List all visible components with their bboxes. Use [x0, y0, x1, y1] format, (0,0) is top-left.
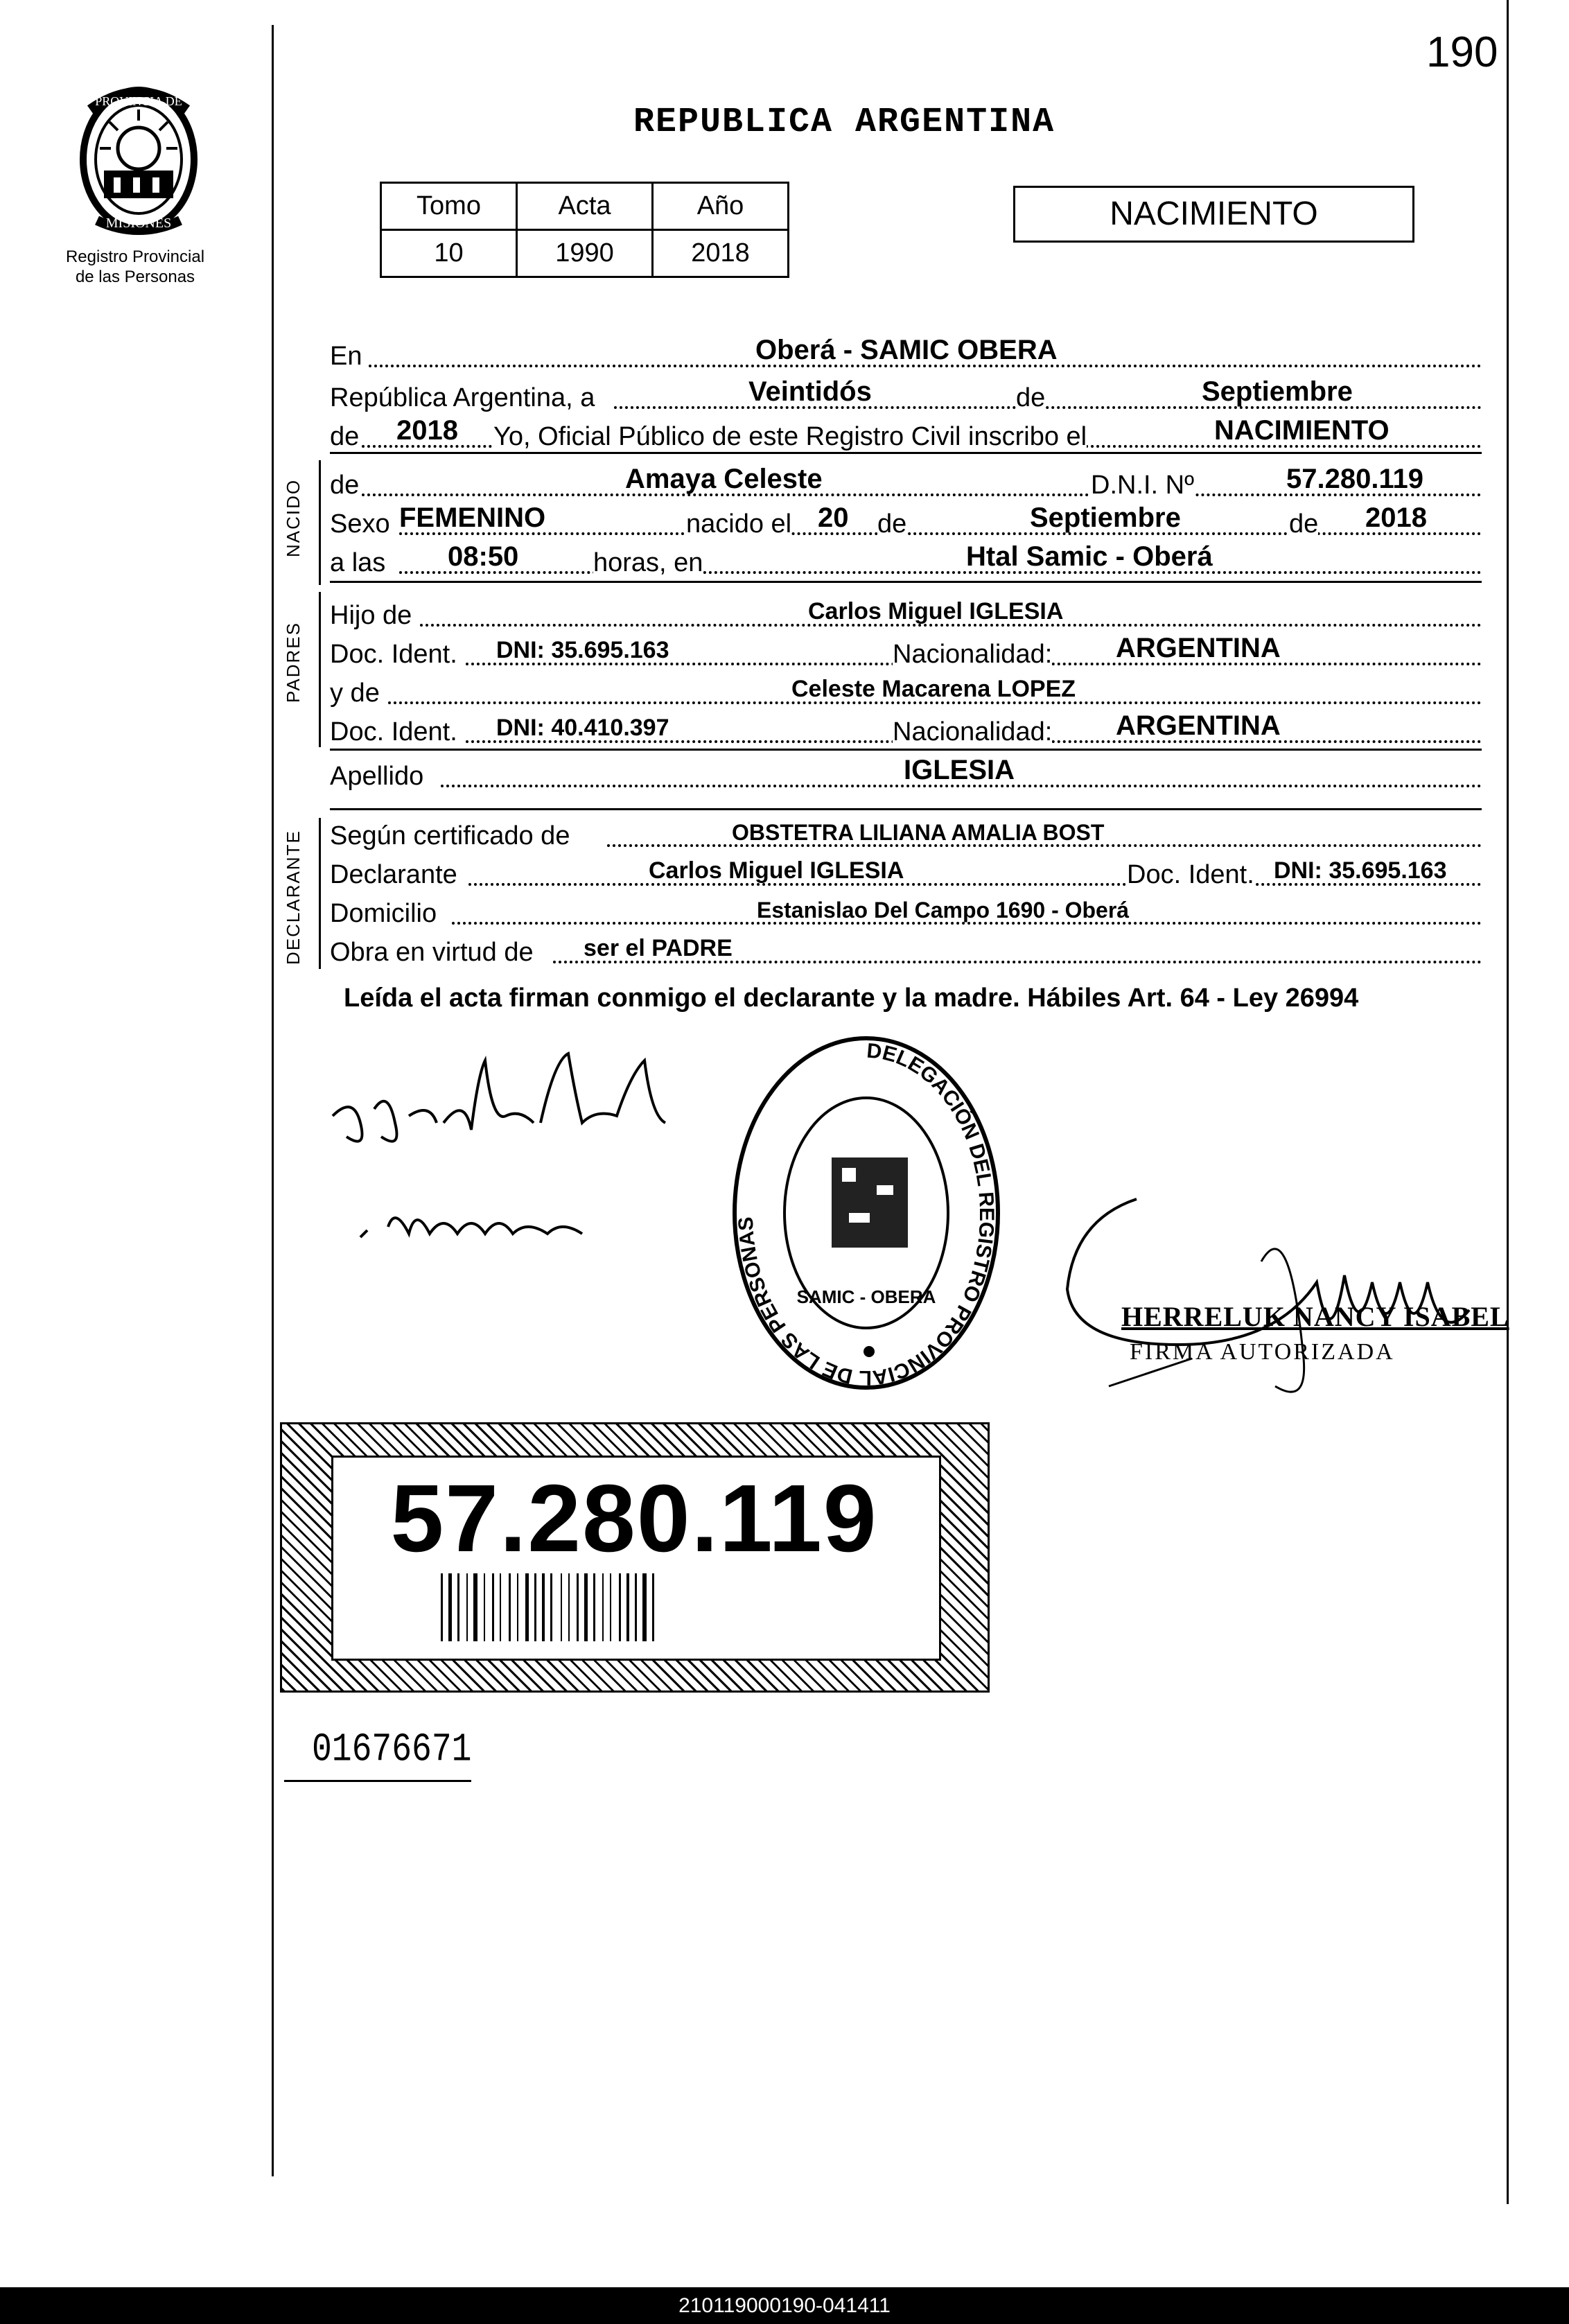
- y-de-label: y de: [330, 679, 380, 708]
- declarante-doc-label: Doc. Ident.: [1127, 860, 1254, 889]
- nacido-sexo: FEMENINO: [399, 503, 546, 533]
- row-nacido-hora: [330, 542, 1482, 581]
- parent-signature: [326, 1033, 686, 1268]
- nacido-de-label2: de: [877, 509, 907, 539]
- tomo-value: 10: [381, 230, 517, 277]
- row-nacido-sexo: [330, 503, 1482, 542]
- table-value-row: [381, 230, 789, 277]
- inscribo-value: NACIMIENTO: [1214, 415, 1390, 446]
- mes-value: Septiembre: [1202, 376, 1353, 407]
- row-declarante: [330, 854, 1482, 893]
- nacido-el-label: nacido el: [686, 509, 792, 539]
- republica-label: República Argentina, a: [330, 383, 595, 412]
- row-certificado: [330, 815, 1482, 854]
- official-oval-stamp: [714, 1019, 1026, 1407]
- closing-statement: Leída el acta firman conmigo el declarante y la madre. Hábiles Art. 64 - Ley 26994: [344, 984, 1359, 1013]
- en-value: Oberá - SAMIC OBERA: [755, 335, 1058, 365]
- logo-caption: [49, 247, 222, 287]
- nacido-de-label: de: [330, 471, 360, 500]
- page-number: 190: [1426, 28, 1498, 76]
- row-nacido-nombre: [330, 464, 1482, 503]
- authorized-signature-label: FIRMA AUTORIZADA: [1130, 1339, 1395, 1365]
- divider-declarante-top: [330, 808, 1482, 810]
- padres-bracket: [319, 592, 321, 747]
- apellido-value: IGLESIA: [904, 755, 1015, 785]
- seal-text-bottom: MISIONES: [105, 216, 172, 231]
- right-margin-rule: [1507, 0, 1509, 2204]
- barcode-icon: [441, 1573, 829, 1641]
- anio-value: 2018: [396, 415, 458, 446]
- row-y-de: [330, 672, 1482, 711]
- dni-label: D.N.I. Nº: [1091, 471, 1194, 500]
- row-en: [330, 335, 1482, 374]
- apellido-label: Apellido: [330, 762, 424, 791]
- declarante-section-label: DECLARANTE: [283, 830, 304, 965]
- dia-value: Veintidós: [748, 376, 872, 407]
- padre-nac-label: Nacionalidad:: [893, 640, 1053, 669]
- acta-header: Acta: [517, 183, 653, 230]
- serial-underline: [284, 1780, 471, 1782]
- padres-section-label: PADRES: [283, 622, 304, 703]
- certificado-value: OBSTETRA LILIANA AMALIA BOST: [732, 820, 1105, 845]
- nacido-bracket: [319, 460, 321, 585]
- nacido-hora: 08:50: [448, 541, 519, 572]
- padre-nombre: Carlos Miguel IGLESIA: [808, 598, 1064, 624]
- left-margin-rule: [272, 25, 274, 2176]
- row-republica: [330, 377, 1482, 416]
- nacido-nombre: Amaya Celeste: [625, 464, 823, 494]
- madre-nombre: Celeste Macarena LOPEZ: [791, 676, 1076, 702]
- madre-doc: DNI: 40.410.397: [496, 715, 669, 741]
- table-header-row: [381, 183, 789, 230]
- en-label: En: [330, 342, 362, 371]
- domicilio-label: Domicilio: [330, 899, 437, 928]
- divider-nacido-top: [330, 452, 1482, 454]
- stamp-ring-text: DELEGACIÓN DEL REGISTRO PROVINCIAL DE LAS PERSONAS: [734, 1039, 998, 1390]
- row-domicilio: [330, 893, 1482, 932]
- sexo-label: Sexo: [330, 509, 390, 539]
- serial-number: 01676671: [312, 1727, 472, 1773]
- logo-caption-line2: de las Personas: [75, 268, 195, 286]
- nacido-lugar: Htal Samic - Oberá: [966, 541, 1213, 572]
- anio-value: 2018: [653, 230, 789, 277]
- row-padre-doc: [330, 634, 1482, 672]
- anio-header: Año: [653, 183, 789, 230]
- inscribo-label: Yo, Oficial Público de este Registro Civil inscribo el: [493, 422, 1087, 451]
- padre-nacionalidad: ARGENTINA: [1116, 633, 1281, 663]
- nacido-mes: Septiembre: [1030, 503, 1181, 533]
- footer-code: 210119000190-041411: [0, 2287, 1569, 2324]
- acta-value: 1990: [517, 230, 653, 277]
- tomo-acta-anio-table: [380, 182, 789, 278]
- page-title: REPUBLICA ARGENTINA: [633, 103, 1055, 142]
- act-type-box: NACIMIENTO: [1013, 186, 1414, 243]
- authorized-signer-name: HERRELUK NANCY ISABEL: [1121, 1301, 1509, 1332]
- domicilio-value: Estanislao Del Campo 1690 - Oberá: [757, 898, 1130, 923]
- row-inscribo: [330, 416, 1482, 455]
- nacido-de-label3: de: [1289, 509, 1319, 539]
- stamp-center-text: SAMIC - OBERA: [796, 1286, 936, 1307]
- hijo-de-label: Hijo de: [330, 601, 412, 630]
- logo-caption-line1: Registro Provincial: [65, 247, 205, 266]
- declarante-bracket: [319, 818, 321, 969]
- declarante-doc: DNI: 35.695.163: [1274, 857, 1447, 884]
- divider-padres-bottom: [330, 749, 1482, 751]
- de-label: de: [1016, 383, 1046, 412]
- de2-label: de: [330, 422, 360, 451]
- a-las-label: a las: [330, 548, 386, 577]
- nacido-dni: 57.280.119: [1286, 464, 1423, 494]
- row-apellido: [330, 755, 1482, 794]
- padre-doc: DNI: 35.695.163: [496, 637, 669, 663]
- nacido-dia: 20: [818, 503, 849, 533]
- barcode-number: 57.280.119: [390, 1465, 878, 1572]
- misiones-seal-logo: [69, 82, 208, 241]
- obra-label: Obra en virtud de: [330, 938, 534, 967]
- tomo-header: Tomo: [381, 183, 517, 230]
- obra-value: ser el PADRE: [584, 935, 733, 961]
- horas-en-label: horas, en: [593, 548, 703, 577]
- row-obra: [330, 932, 1482, 970]
- declarante-value: Carlos Miguel IGLESIA: [649, 857, 904, 884]
- declarante-label: Declarante: [330, 860, 457, 889]
- row-madre-doc: [330, 711, 1482, 750]
- nacido-section-label: NACIDO: [283, 478, 304, 557]
- nacido-anio: 2018: [1365, 503, 1427, 533]
- certificado-label: Según certificado de: [330, 821, 570, 850]
- madre-nacionalidad: ARGENTINA: [1116, 710, 1281, 741]
- row-hijo-de: [330, 595, 1482, 634]
- divider-padres-top: [330, 581, 1482, 583]
- seal-text-top: PROVINCIA DE: [95, 94, 182, 108]
- madre-doc-label: Doc. Ident.: [330, 717, 457, 746]
- padre-doc-label: Doc. Ident.: [330, 640, 457, 669]
- madre-nac-label: Nacionalidad:: [893, 717, 1053, 746]
